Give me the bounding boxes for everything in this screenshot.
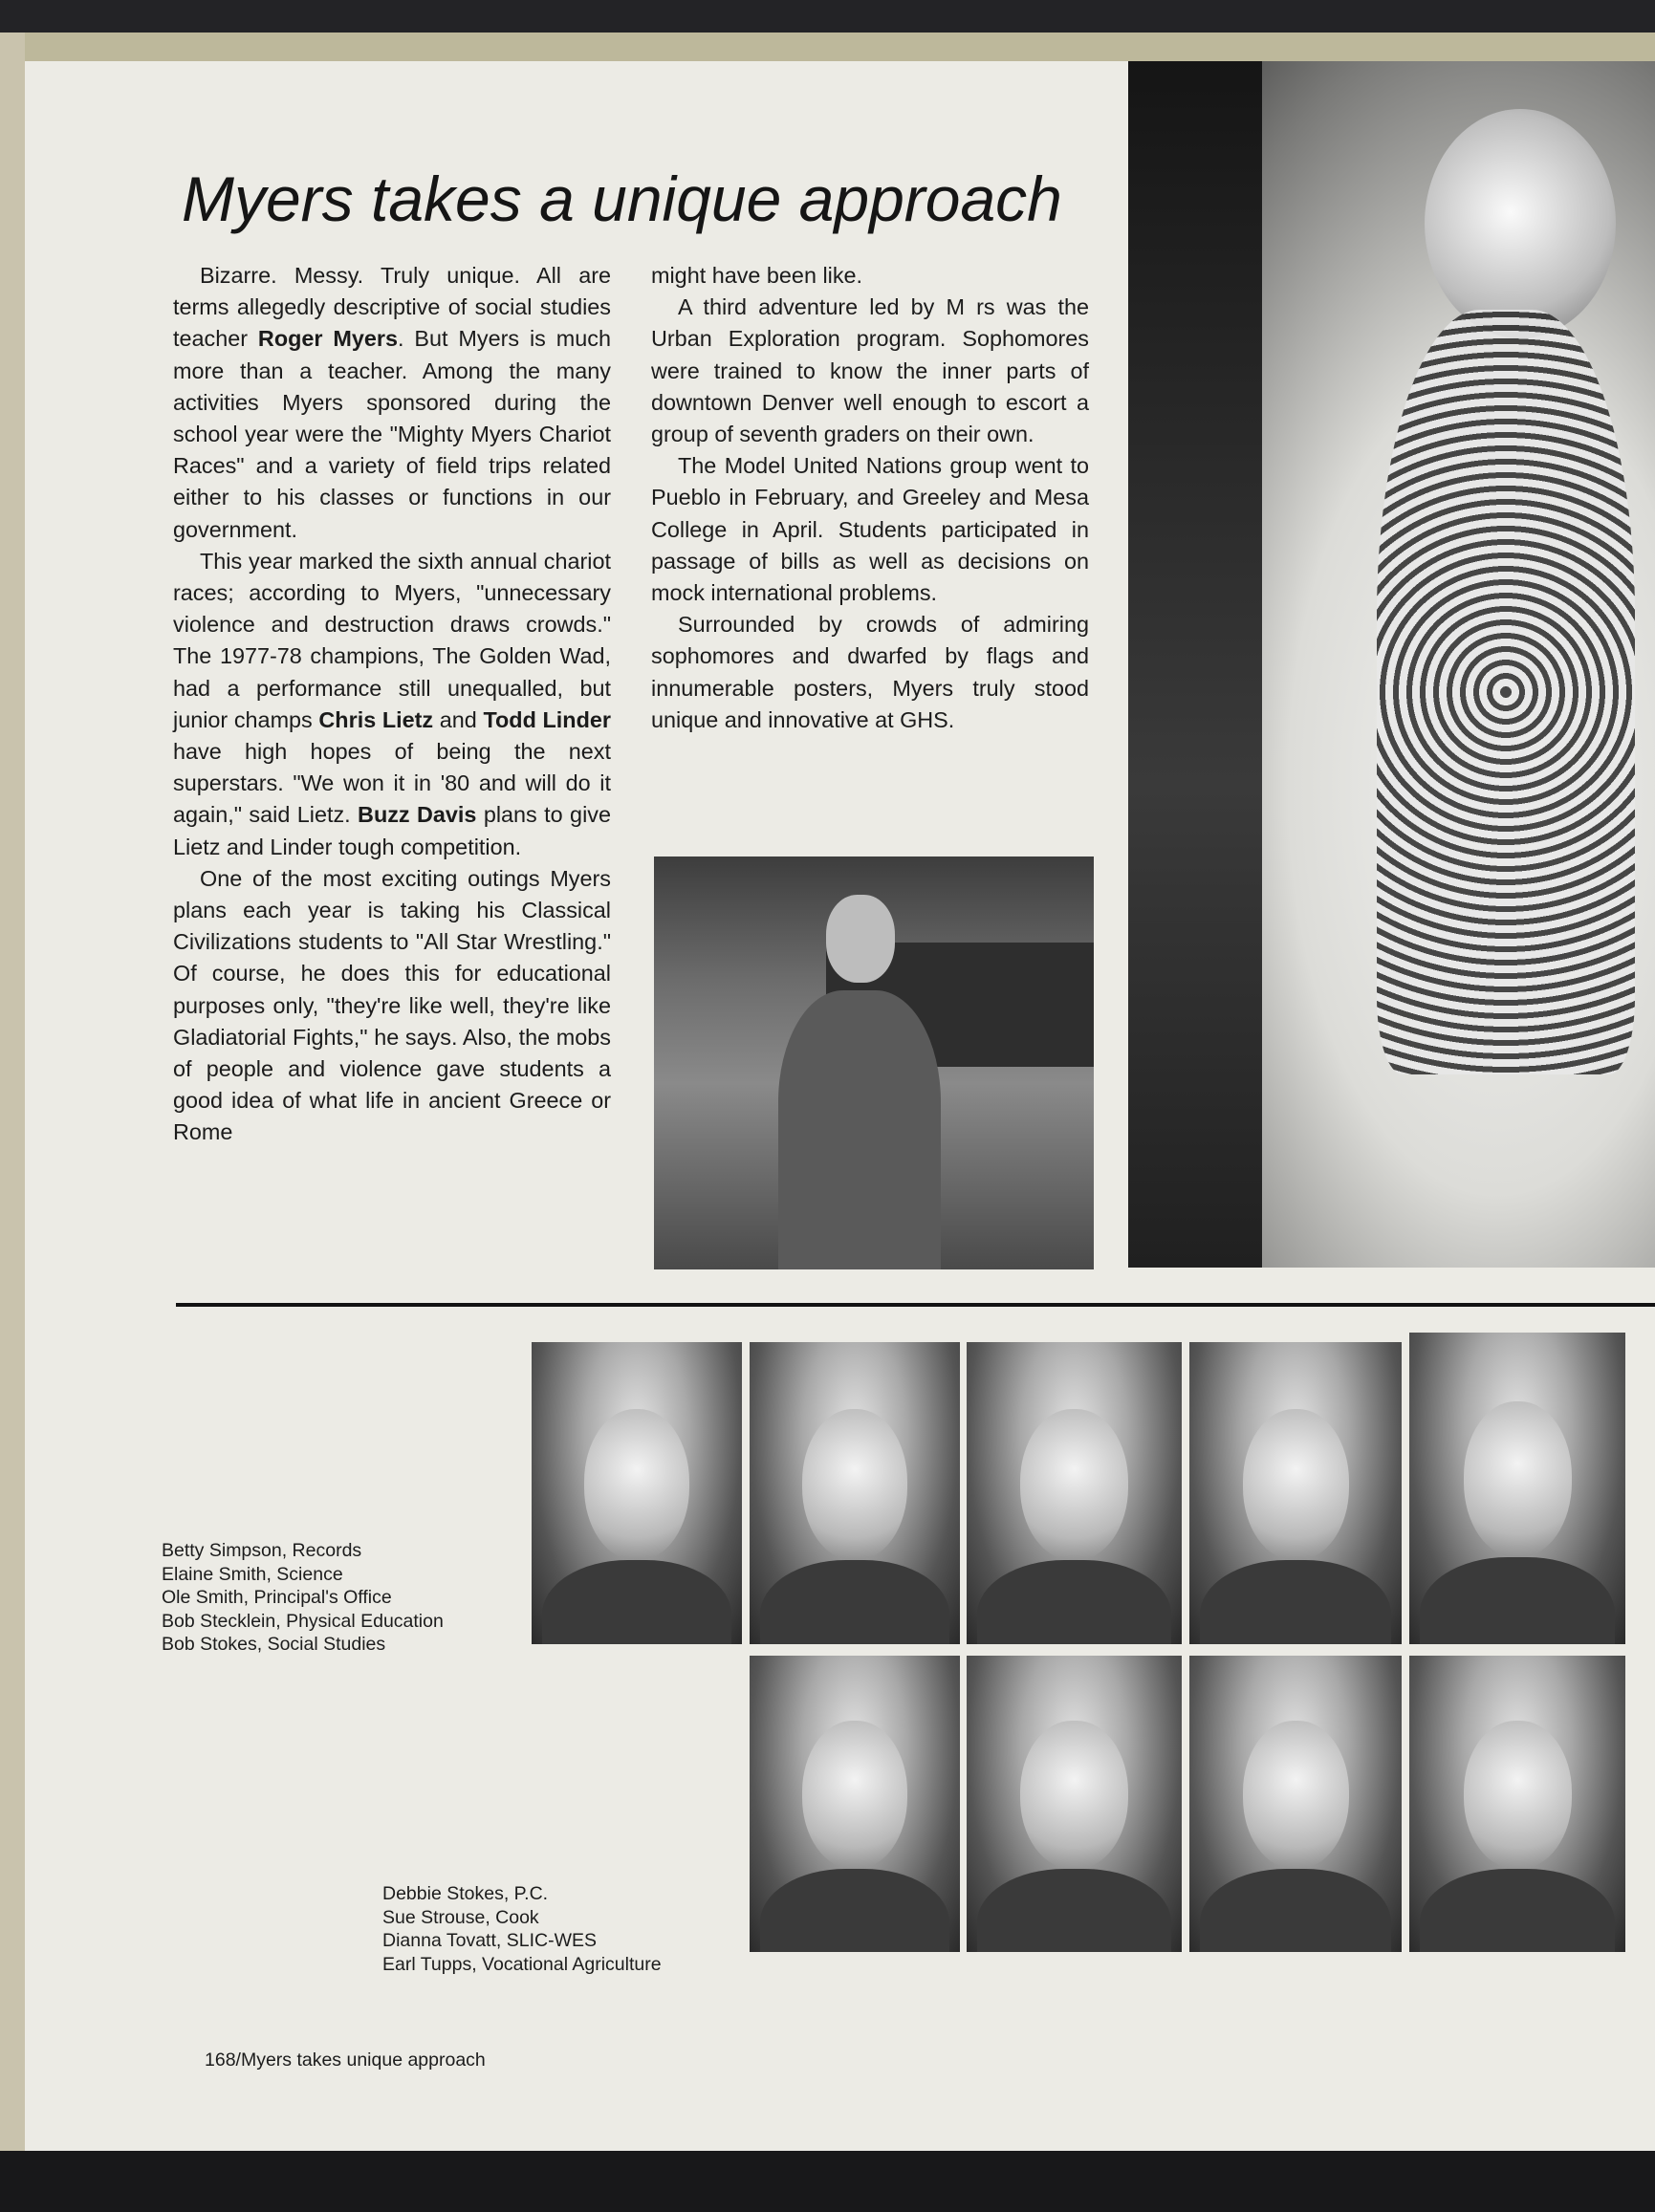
article-paragraph: might have been like. <box>651 263 863 288</box>
caption-line: Betty Simpson, Records <box>162 1540 362 1561</box>
name-buzz-davis: Buzz Davis <box>358 802 477 828</box>
name-chris-lietz: Chris Lietz <box>318 706 434 732</box>
scan-top-edge <box>0 0 1655 33</box>
portrait-captions-row-1 <box>162 1539 444 1657</box>
caption-line: Ole Smith, Principal's Office <box>162 1587 392 1609</box>
page-title: Myers takes a unique approach <box>182 163 1062 234</box>
photo-figure-robe <box>1377 310 1635 1074</box>
portrait-betty-simpson <box>532 1342 742 1644</box>
name-roger-myers: Roger Myers <box>257 326 399 352</box>
portrait-bob-stokes <box>1409 1333 1625 1644</box>
portrait-ole-smith <box>967 1342 1182 1644</box>
portrait-elaine-smith <box>750 1342 960 1644</box>
caption-line: Bob Stokes, Social Studies <box>162 1634 386 1656</box>
caption-line: Earl Tupps, Vocational Agriculture <box>382 1953 662 1975</box>
article-column-1 <box>173 260 611 1149</box>
portrait-dianna-tovatt <box>1189 1656 1402 1952</box>
classroom-photo-myers <box>654 857 1094 1269</box>
portrait-sue-strouse <box>967 1656 1182 1952</box>
binding-edge <box>0 33 25 2151</box>
article-paragraph: Surrounded by crowds of admiring sophomores and dwarfed by flags and innumerable posters, Myers truly stood unique and innovative at GHS. <box>651 612 1089 732</box>
photo-figure-head <box>1425 109 1616 338</box>
cover-top-edge <box>25 33 1655 61</box>
scan-bottom-edge <box>0 2151 1655 2212</box>
article-paragraph: A third adventure led by M rs was the Urban Exploration program. Sophomores were trained to know the inner parts of downtown Denver well enough to escort a group of seventh graders on their own. <box>651 294 1089 447</box>
section-divider <box>176 1303 1655 1307</box>
photo-teacher <box>778 895 941 1269</box>
caption-line: Elaine Smith, Science <box>162 1563 343 1585</box>
caption-line: Debbie Stokes, P.C. <box>382 1883 549 1904</box>
portrait-debbie-stokes <box>750 1656 960 1952</box>
caption-line: Sue Strouse, Cook <box>382 1906 539 1928</box>
yearbook-page <box>25 61 1655 2151</box>
portrait-bob-stecklein <box>1189 1342 1402 1644</box>
portrait-captions-row-2 <box>382 1882 662 1976</box>
article-paragraph: This year marked the sixth annual chariot races; according to Myers, "unnecessary violence and destruction draws crowds." The 1977-78 champions, The Golden Wad, had a performance still unequalled, but junior champs Chris Lietz and Todd Linder have high hopes of being the next superstars. "We won it in '80 and will do it again," said Lietz. Buzz Davis plans to give Lietz and Linder tough competition. <box>173 548 611 859</box>
page-footer: 168/Myers takes unique approach <box>205 2049 486 2071</box>
caption-line: Bob Stecklein, Physical Education <box>162 1610 444 1632</box>
caption-line: Dianna Tovatt, SLIC-WES <box>382 1930 597 1952</box>
article-paragraph: The Model United Nations group went to Pueblo in February, and Greeley and Mesa College in April. Students participated in passage of bills as well as decisions on mock international problems. <box>651 453 1089 606</box>
article-column-2 <box>651 260 1089 736</box>
article-paragraph: One of the most exciting outings Myers plans each year is taking his Classical Civilizations students to "All Star Wrestling." Of course, he does this for educational purposes only, "they're like well, they're like Gladiatorial Fights," he says. Also, the mobs of people and violence gave students a good idea of what life in ancient Greece or Rome <box>173 865 611 1145</box>
negative-photo-chariot-costume <box>1128 61 1655 1268</box>
article-paragraph: Bizarre. Messy. Truly unique. All are terms allegedly descriptive of social studies teacher Roger Myers. But Myers is much more than a teacher. Among the many activities Myers sponsored during the school year were the "Mighty Myers Chariot Races" and a variety of field trips related either to his classes or functions in our government. <box>173 263 611 542</box>
portrait-earl-tupps <box>1409 1656 1625 1952</box>
name-todd-linder: Todd Linder <box>483 706 611 732</box>
